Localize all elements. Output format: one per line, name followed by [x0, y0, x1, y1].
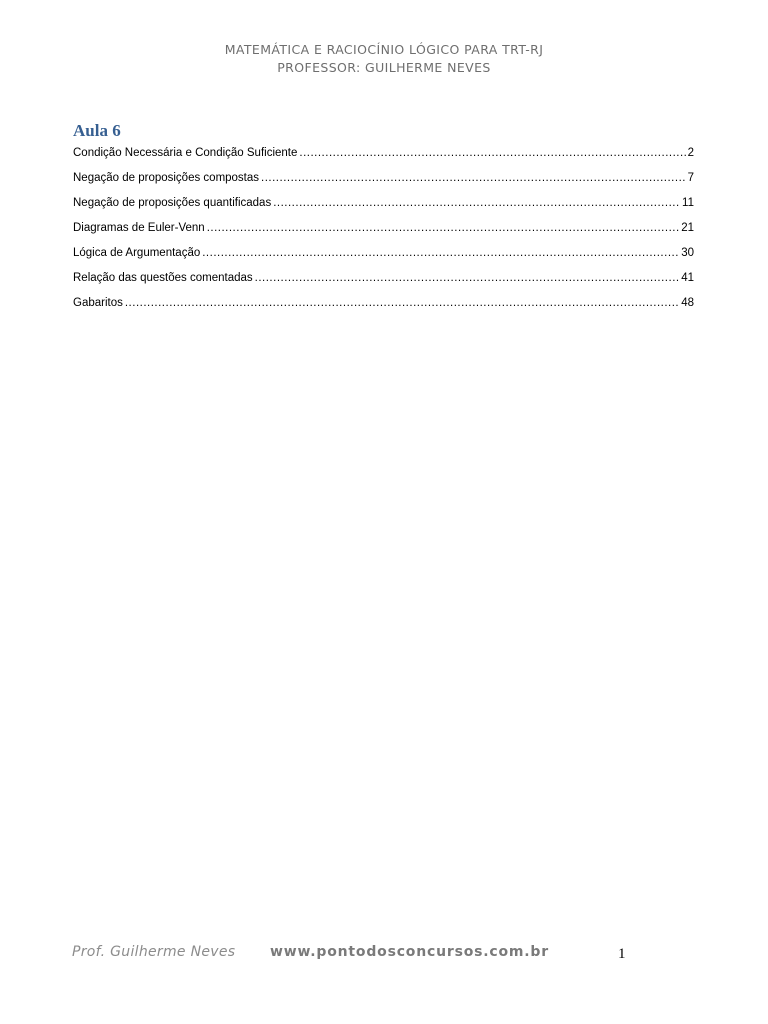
toc-entry-page: 11 [682, 197, 694, 209]
toc-entry-page: 48 [681, 297, 694, 309]
toc-entry[interactable] [73, 193, 694, 218]
toc-entry-label: Condição Necessária e Condição Suficiente [73, 147, 298, 159]
toc-title: Aula 6 [73, 121, 121, 140]
toc-leader-dots [207, 218, 680, 238]
toc-entry-label: Negação de proposições quantificadas [73, 197, 272, 209]
toc-entry-page: 21 [681, 222, 694, 234]
toc-entry[interactable] [73, 218, 694, 243]
toc-leader-dots [255, 268, 680, 288]
toc-entry-label: Diagramas de Euler-Venn [73, 222, 205, 234]
table-of-contents [73, 143, 694, 318]
header-course-title: MATEMÁTICA E RACIOCÍNIO LÓGICO PARA TRT-RJ [224, 42, 544, 57]
page-header [0, 41, 768, 77]
header-professor: PROFESSOR: GUILHERME NEVES [277, 60, 491, 75]
toc-entry-label: Lógica de Argumentação [73, 247, 201, 259]
toc-leader-dots [299, 143, 685, 163]
toc-entry[interactable] [73, 143, 694, 168]
toc-entry-page: 30 [681, 247, 694, 259]
toc-entry-label: Relação das questões comentadas [73, 272, 253, 284]
toc-entry-page: 2 [687, 147, 694, 159]
page-footer [72, 944, 632, 966]
footer-author: Prof. Guilherme Neves [72, 944, 236, 960]
toc-leader-dots [125, 293, 679, 313]
page-number: 1 [618, 946, 626, 962]
toc-leader-dots [261, 168, 686, 188]
toc-leader-dots [273, 193, 680, 213]
toc-entry[interactable] [73, 243, 694, 268]
toc-leader-dots [202, 243, 679, 263]
toc-entry-page: 41 [681, 272, 694, 284]
toc-entry-label: Negação de proposições compostas [73, 172, 260, 184]
toc-entry-page: 7 [687, 172, 694, 184]
toc-entry[interactable] [73, 293, 694, 318]
footer-website: www.pontodosconcursos.com.br [270, 944, 549, 960]
toc-entry[interactable] [73, 168, 694, 193]
toc-entry-label: Gabaritos [73, 297, 123, 309]
toc-entry[interactable] [73, 268, 694, 293]
